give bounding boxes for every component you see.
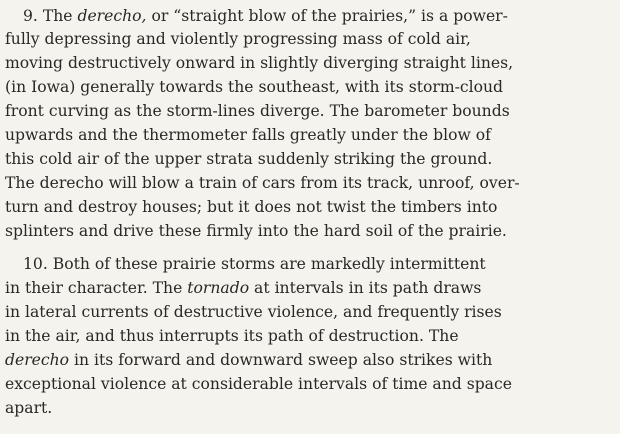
line-text: 9. The — [23, 7, 78, 25]
paragraph-line — [5, 350, 492, 370]
paragraph-line: in the air, and thus interrupts its path of destruction. The — [5, 327, 459, 345]
line-text: in its forward and downward sweep also strikes with — [69, 351, 493, 369]
paragraph-line: (in Iowa) generally towards the southeast, with its storm-cloud — [5, 78, 504, 96]
paragraph-line: front curving as the storm-lines diverge. The barometer bounds — [5, 102, 510, 120]
paragraph-line: apart. — [5, 399, 53, 417]
italic-term-tornado: tornado — [187, 279, 250, 297]
line-text: or “straight blow of the prairies,” is a power- — [146, 7, 508, 25]
paragraph-line: The derecho will blow a train of cars from its track, unroof, over- — [5, 174, 520, 192]
paragraph-line: fully depressing and violently progressing mass of cold air, — [5, 30, 471, 48]
paragraph-line — [5, 278, 481, 298]
italic-term-derecho: derecho — [5, 351, 70, 369]
paragraph-line: exceptional violence at considerable intervals of time and space — [5, 375, 512, 393]
paragraph-line: 10. Both of these prairie storms are markedly intermittent — [23, 255, 486, 273]
line-text: at intervals in its path draws — [249, 279, 482, 297]
paragraph-line: moving destructively onward in slightly diverging straight lines, — [5, 54, 514, 72]
paragraph-line: this cold air of the upper strata suddenly striking the ground. — [5, 150, 493, 168]
paragraph-line: splinters and drive these firmly into the hard soil of the prairie. — [5, 222, 507, 240]
line-text: in their character. The — [5, 279, 188, 297]
paragraph-line: upwards and the thermometer falls greatly under the blow of — [5, 126, 491, 144]
paragraph-line: in lateral currents of destructive violence, and frequently rises — [5, 303, 502, 321]
paragraph-line: turn and destroy houses; but it does not twist the timbers into — [5, 198, 498, 216]
paragraph-line — [23, 6, 508, 26]
italic-term-derecho: derecho, — [77, 7, 147, 25]
